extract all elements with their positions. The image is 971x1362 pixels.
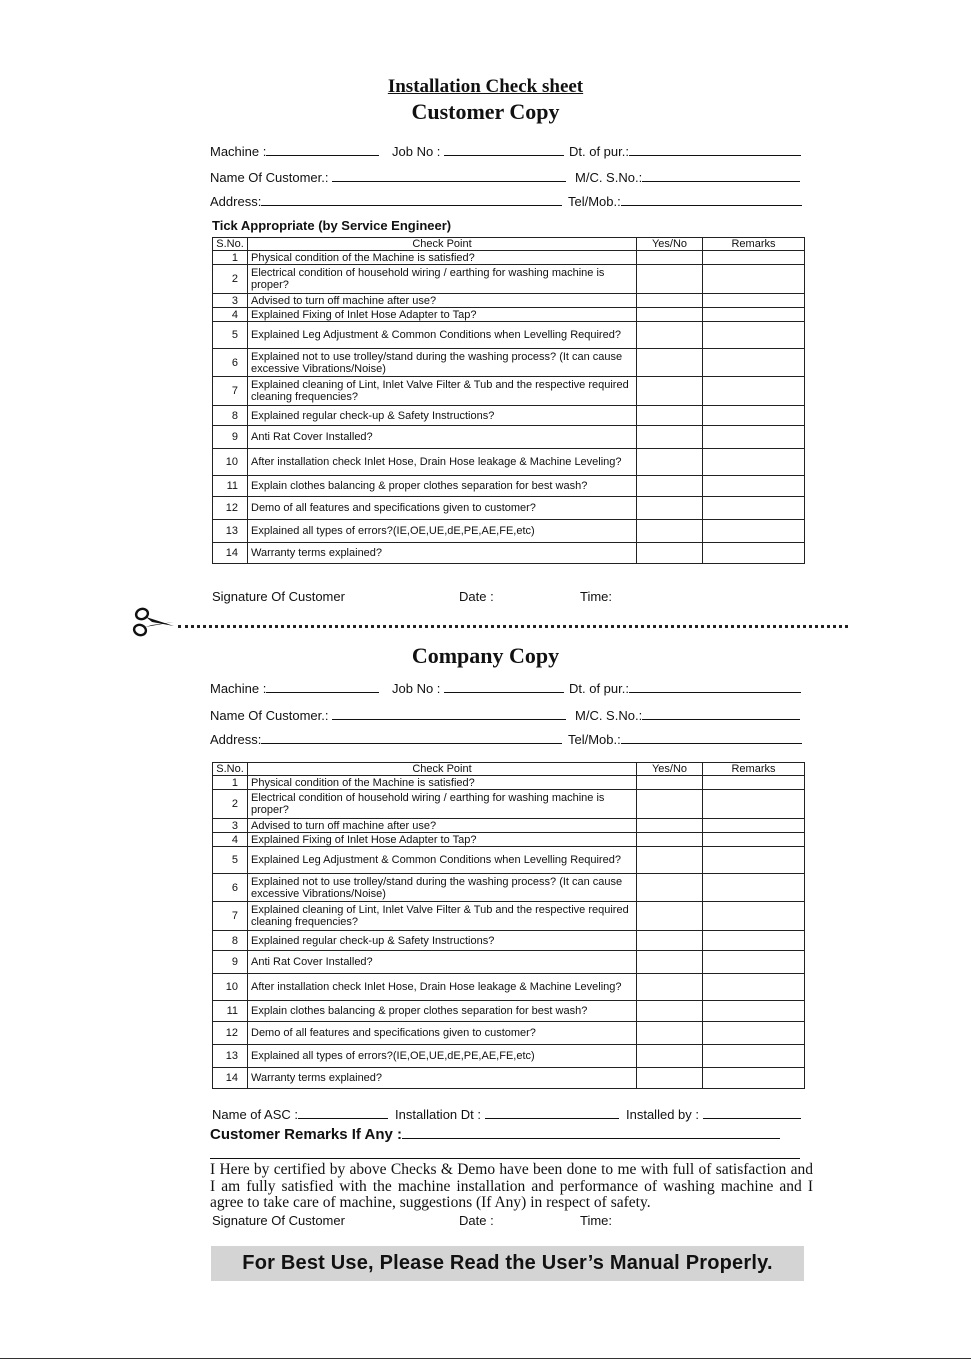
date-of-purchase-label: Dt. of pur.: [569, 144, 629, 159]
checkpoint-header: Check Point [248, 238, 637, 251]
table-row [213, 1045, 805, 1068]
yes-no-cell[interactable] [637, 251, 703, 265]
remarks-cell[interactable] [703, 1022, 805, 1045]
sno-header: S.No. [213, 238, 248, 251]
remarks-header: Remarks [703, 238, 805, 251]
row-number: 1 [213, 251, 248, 265]
remarks-extra-line[interactable] [210, 1158, 800, 1159]
machine-label: Machine : [210, 144, 267, 159]
machine-label: Machine : [210, 681, 267, 696]
row-number: 8 [213, 931, 248, 951]
checkpoint-text: Explained regular check-up & Safety Instructions? [248, 931, 637, 951]
company-machine-field[interactable] [210, 680, 379, 696]
checkpoint-text: Explained Leg Adjustment & Common Conditions when Levelling Required? [248, 847, 637, 874]
checkpoint-text: Anti Rat Cover Installed? [248, 951, 637, 974]
company-copy-heading: Company Copy [411, 643, 560, 668]
table-row [213, 265, 805, 294]
checkpoint-text: Explained cleaning of Lint, Inlet Valve Filter & Tub and the respective required cleaning frequencies? [248, 377, 637, 406]
checkpoint-text: Advised to turn off machine after use? [248, 294, 637, 308]
checkpoint-text: Explained all types of errors?(IE,OE,UE,dE,PE,AE,FE,etc) [248, 520, 637, 543]
yes-no-cell[interactable] [637, 349, 703, 377]
remarks-cell[interactable] [703, 308, 805, 322]
customer-remarks-label: Customer Remarks If Any : [210, 1126, 402, 1143]
remarks-cell[interactable] [703, 520, 805, 543]
yes-no-cell[interactable] [637, 377, 703, 406]
row-number: 1 [213, 776, 248, 790]
table-row [213, 1068, 805, 1089]
machine-serial-field[interactable] [575, 169, 800, 185]
row-number: 14 [213, 543, 248, 564]
address-label: Address: [210, 194, 262, 209]
table-row [213, 520, 805, 543]
job-no-label: Job No : [392, 681, 441, 696]
remarks-cell[interactable] [703, 322, 805, 349]
table-row [213, 349, 805, 377]
checkpoint-text: Explain clothes balancing & proper clothes separation for best wash? [248, 476, 637, 497]
checkpoint-text: Explained all types of errors?(IE,OE,UE,dE,PE,AE,FE,etc) [248, 1045, 637, 1068]
row-number: 2 [213, 265, 248, 294]
row-number: 7 [213, 377, 248, 406]
final-date-label: Date : [459, 1213, 494, 1228]
checkpoint-text: Explained not to use trolley/stand during the washing process? (It can cause excessive Vibrations/Noise) [248, 874, 637, 902]
checkpoint-text: Anti Rat Cover Installed? [248, 426, 637, 449]
row-number: 6 [213, 349, 248, 377]
row-number: 9 [213, 951, 248, 974]
cut-line [178, 625, 848, 628]
row-number: 5 [213, 322, 248, 349]
sno-header: S.No. [213, 763, 248, 776]
yes-no-cell[interactable] [637, 449, 703, 476]
checkpoint-text: Physical condition of the Machine is satisfied? [248, 251, 637, 265]
row-number: 9 [213, 426, 248, 449]
remarks-cell[interactable] [703, 349, 805, 377]
remarks-cell[interactable] [703, 1045, 805, 1068]
remarks-cell[interactable] [703, 406, 805, 426]
table-row [213, 406, 805, 426]
remarks-cell[interactable] [703, 776, 805, 790]
table-row [213, 1022, 805, 1045]
yes-no-cell[interactable] [637, 951, 703, 974]
customer-name-field[interactable] [210, 169, 566, 185]
checkpoint-text: After installation check Inlet Hose, Drain Hose leakage & Machine Leveling? [248, 974, 637, 1001]
row-number: 12 [213, 1022, 248, 1045]
row-number: 8 [213, 406, 248, 426]
remarks-cell[interactable] [703, 377, 805, 406]
date-of-purchase-field[interactable] [569, 143, 801, 159]
checkpoint-text: Explained Leg Adjustment & Common Conditions when Levelling Required? [248, 322, 637, 349]
row-number: 7 [213, 902, 248, 931]
checkpoint-text: Explained not to use trolley/stand during the washing process? (It can cause excessive Vibrations/Noise) [248, 349, 637, 377]
asc-name-label: Name of ASC : [212, 1107, 298, 1122]
job-no-label: Job No : [392, 144, 441, 159]
table-row [213, 790, 805, 819]
yes-no-cell[interactable] [637, 308, 703, 322]
address-field[interactable] [210, 193, 562, 209]
customer-checklist-table [212, 237, 805, 564]
installed-by-label: Installed by : [626, 1107, 699, 1122]
yes-no-cell[interactable] [637, 874, 703, 902]
row-number: 10 [213, 449, 248, 476]
address-label: Address: [210, 732, 262, 747]
checkpoint-text: Warranty terms explained? [248, 543, 637, 564]
yes-no-cell[interactable] [637, 847, 703, 874]
remarks-cell[interactable] [703, 497, 805, 520]
checkpoint-text: Demo of all features and specifications given to customer? [248, 1022, 637, 1045]
tel-label: Tel/Mob.: [568, 732, 621, 747]
customer-name-label: Name Of Customer.: [210, 708, 329, 723]
remarks-cell[interactable] [703, 931, 805, 951]
company-checklist-table [212, 762, 805, 1089]
remarks-cell[interactable] [703, 819, 805, 833]
checkpoint-text: Electrical condition of household wiring / earthing for washing machine is proper? [248, 265, 637, 294]
company-address-field[interactable] [210, 731, 562, 747]
installation-date-label: Installation Dt : [395, 1107, 481, 1122]
machine-field[interactable] [210, 143, 379, 159]
row-number: 5 [213, 847, 248, 874]
remarks-cell[interactable] [703, 833, 805, 847]
installed-by-field[interactable] [626, 1106, 801, 1122]
tick-heading: Tick Appropriate (by Service Engineer) [212, 218, 452, 233]
yes-no-cell[interactable] [637, 931, 703, 951]
yes-no-cell[interactable] [637, 294, 703, 308]
row-number: 4 [213, 308, 248, 322]
sheet-title: Installation Check sheet [387, 76, 584, 97]
machine-serial-label: M/C. S.No.: [575, 708, 643, 723]
row-number: 3 [213, 294, 248, 308]
yes-no-cell[interactable] [637, 476, 703, 497]
row-number: 12 [213, 497, 248, 520]
remarks-cell[interactable] [703, 251, 805, 265]
row-number: 13 [213, 520, 248, 543]
remarks-cell[interactable] [703, 974, 805, 1001]
table-row [213, 819, 805, 833]
table-row [213, 476, 805, 497]
yes-no-cell[interactable] [637, 776, 703, 790]
table-row [213, 426, 805, 449]
checkpoint-text: Warranty terms explained? [248, 1068, 637, 1089]
row-number: 13 [213, 1045, 248, 1068]
table-row [213, 902, 805, 931]
remarks-cell[interactable] [703, 294, 805, 308]
machine-serial-label: M/C. S.No.: [575, 170, 643, 185]
yes-no-cell[interactable] [637, 265, 703, 294]
remarks-cell[interactable] [703, 790, 805, 819]
remarks-cell[interactable] [703, 874, 805, 902]
remarks-cell[interactable] [703, 449, 805, 476]
table-header-row [213, 238, 805, 251]
manual-banner: For Best Use, Please Read the User’s Manual Properly. [211, 1246, 804, 1281]
yes-no-cell[interactable] [637, 406, 703, 426]
checkpoint-text: Explained Fixing of Inlet Hose Adapter to Tap? [248, 308, 637, 322]
yes-no-cell[interactable] [637, 1045, 703, 1068]
yes-no-header: Yes/No [637, 238, 703, 251]
checkpoint-text: Explained regular check-up & Safety Instructions? [248, 406, 637, 426]
table-row [213, 543, 805, 564]
remarks-cell[interactable] [703, 426, 805, 449]
yes-no-cell[interactable] [637, 1068, 703, 1089]
company-machine-serial-field[interactable] [575, 707, 800, 723]
table-row [213, 931, 805, 951]
row-number: 2 [213, 790, 248, 819]
table-row [213, 974, 805, 1001]
row-number: 10 [213, 974, 248, 1001]
table-row [213, 322, 805, 349]
row-number: 14 [213, 1068, 248, 1089]
table-row [213, 294, 805, 308]
checkpoint-text: Demo of all features and specifications given to customer? [248, 497, 637, 520]
signature-date-label: Date : [459, 589, 494, 604]
row-number: 11 [213, 1001, 248, 1022]
table-row [213, 776, 805, 790]
yes-no-cell[interactable] [637, 974, 703, 1001]
certification-statement: I Here by certified by above Checks & Demo have been done to me with full of satisfaction and I am fully satisfied with the machine installation and performance of washing machine and I agree to take care of machine, suggestions (If Any) in respect of safety. [210, 1161, 813, 1211]
table-row [213, 377, 805, 406]
table-row [213, 308, 805, 322]
remarks-cell[interactable] [703, 1001, 805, 1022]
table-row [213, 1001, 805, 1022]
row-number: 3 [213, 819, 248, 833]
table-row [213, 847, 805, 874]
checkpoint-header: Check Point [248, 763, 637, 776]
yes-no-cell[interactable] [637, 543, 703, 564]
yes-no-cell[interactable] [637, 1022, 703, 1045]
checkpoint-text: Explained cleaning of Lint, Inlet Valve Filter & Tub and the respective required cleaning frequencies? [248, 902, 637, 931]
company-job-no-field[interactable] [392, 680, 564, 696]
row-number: 11 [213, 476, 248, 497]
tel-label: Tel/Mob.: [568, 194, 621, 209]
job-no-field[interactable] [392, 143, 564, 159]
final-time-label: Time: [580, 1213, 613, 1228]
remarks-cell[interactable] [703, 847, 805, 874]
row-number: 6 [213, 874, 248, 902]
remarks-cell[interactable] [703, 265, 805, 294]
yes-no-cell[interactable] [637, 426, 703, 449]
customer-name-label: Name Of Customer.: [210, 170, 329, 185]
yes-no-cell[interactable] [637, 790, 703, 819]
date-of-purchase-label: Dt. of pur.: [569, 681, 629, 696]
remarks-cell[interactable] [703, 1068, 805, 1089]
remarks-cell[interactable] [703, 476, 805, 497]
tel-field[interactable] [568, 193, 802, 209]
yes-no-cell[interactable] [637, 819, 703, 833]
table-row [213, 497, 805, 520]
checkpoint-text: Advised to turn off machine after use? [248, 819, 637, 833]
table-row [213, 449, 805, 476]
customer-copy-heading: Customer Copy [411, 99, 560, 124]
company-tel-field[interactable] [568, 731, 802, 747]
checkpoint-text: Physical condition of the Machine is satisfied? [248, 776, 637, 790]
table-row [213, 251, 805, 265]
table-row [213, 833, 805, 847]
final-signature-label: Signature Of Customer [212, 1213, 345, 1228]
yes-no-cell[interactable] [637, 833, 703, 847]
remarks-header: Remarks [703, 763, 805, 776]
row-number: 4 [213, 833, 248, 847]
yes-no-header: Yes/No [637, 763, 703, 776]
customer-signature-label: Signature Of Customer [212, 589, 345, 604]
signature-time-label: Time: [580, 589, 613, 604]
asc-name-field[interactable] [212, 1106, 388, 1122]
yes-no-cell[interactable] [637, 322, 703, 349]
table-row [213, 951, 805, 974]
remarks-cell[interactable] [703, 902, 805, 931]
yes-no-cell[interactable] [637, 497, 703, 520]
checkpoint-text: Explained Fixing of Inlet Hose Adapter to Tap? [248, 833, 637, 847]
checkpoint-text: Electrical condition of household wiring / earthing for washing machine is proper? [248, 790, 637, 819]
remarks-cell[interactable] [703, 951, 805, 974]
installation-date-field[interactable] [395, 1106, 619, 1122]
yes-no-cell[interactable] [637, 520, 703, 543]
yes-no-cell[interactable] [637, 1001, 703, 1022]
company-date-of-purchase-field[interactable] [569, 680, 801, 696]
table-row [213, 874, 805, 902]
checkpoint-text: Explain clothes balancing & proper clothes separation for best wash? [248, 1001, 637, 1022]
company-customer-name-field[interactable] [210, 707, 566, 723]
checkpoint-text: After installation check Inlet Hose, Drain Hose leakage & Machine Leveling? [248, 449, 637, 476]
yes-no-cell[interactable] [637, 902, 703, 931]
remarks-cell[interactable] [703, 543, 805, 564]
scissors-icon [132, 606, 178, 640]
customer-remarks-field[interactable] [210, 1124, 780, 1143]
page-bottom-rule [0, 1358, 971, 1359]
table-header-row [213, 763, 805, 776]
